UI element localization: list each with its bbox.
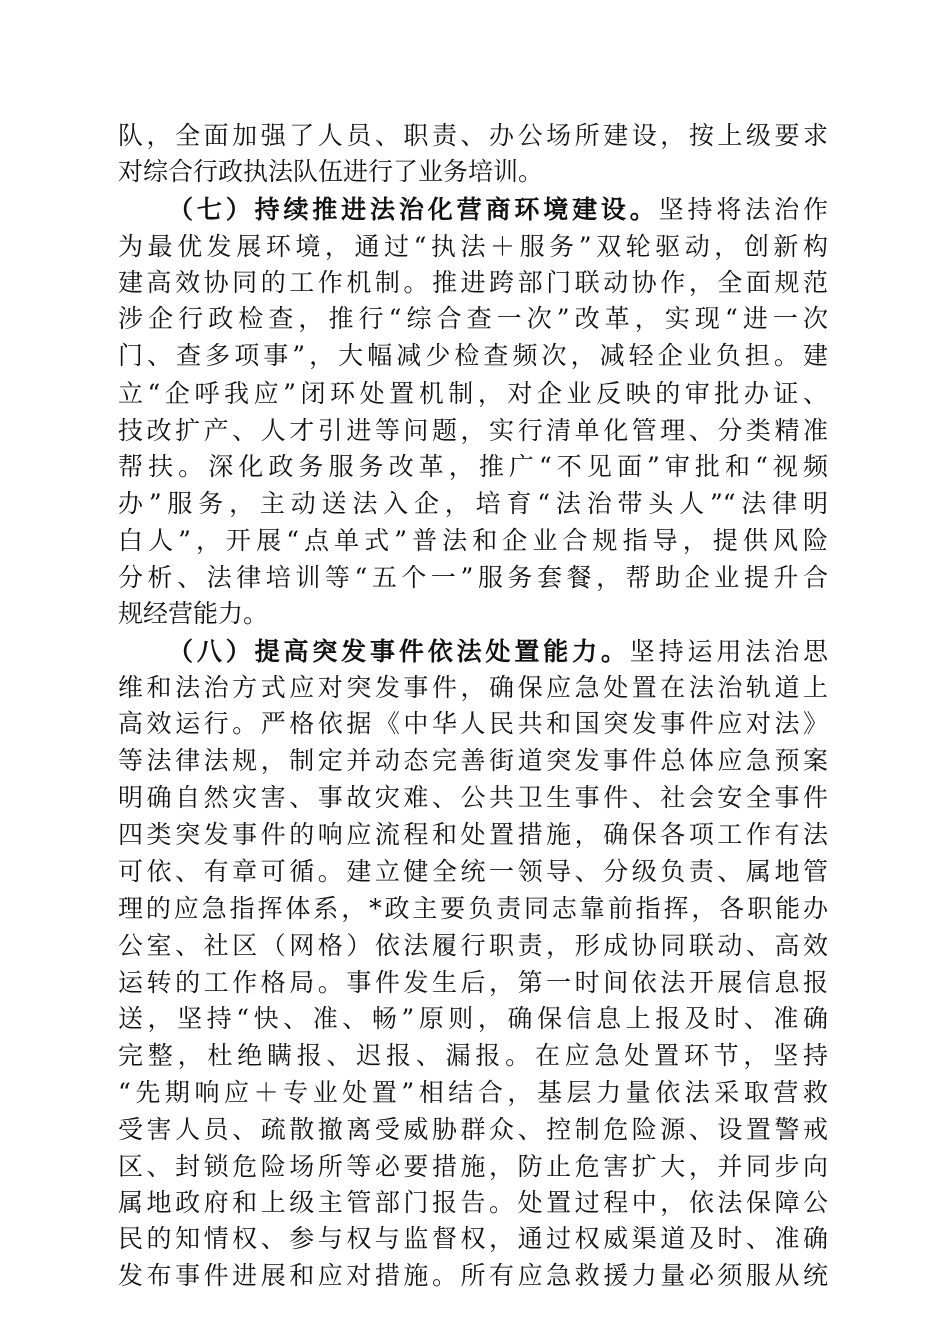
paragraph-2-line-18: 发布事件进展和应对措施。所有应急救援力量必须服从统 <box>118 1261 828 1290</box>
paragraph-1-line-7: 技改扩产、人才引进等问题，实行清单化管理、分类精准 <box>118 416 828 445</box>
paragraph-1-line-10: 白人”，开展“点单式”普法和企业合规指导，提供风险 <box>118 526 828 555</box>
paragraph-1-line-5: 门、查多项事”，大幅减少检查频次，减轻企业负担。建 <box>118 341 828 370</box>
paragraph-2-line-7: 可依、有章可循。建立健全统一领导、分级负责、属地管 <box>118 857 828 886</box>
paragraph-1-line-8: 帮扶。深化政务服务改革，推广“不见面”审批和“视频 <box>118 452 828 481</box>
paragraph-1-line-3: 建高效协同的工作机制。推进跨部门联动协作，全面规范 <box>118 268 828 297</box>
paragraph-1-line-6: 立“企呼我应”闭环处置机制，对企业反映的审批办证、 <box>118 379 828 408</box>
paragraph-2-line-3: 高效运行。严格依据《中华人民共和国突发事件应对法》 <box>118 709 828 738</box>
section-heading-seven: （七）持续推进法治化营商环境建设。 <box>168 195 659 224</box>
paragraph-2-line-5: 明确自然灾害、事故灾难、公共卫生事件、社会安全事件 <box>118 783 828 812</box>
paragraph-2-line-15: 区、封锁危险场所等必要措施，防止危害扩大，并同步向 <box>118 1152 828 1181</box>
paragraph-1-line-12: 规经营能力。 <box>118 599 269 628</box>
paragraph-2-line-8: 理的应急指挥体系，*政主要负责同志靠前指挥，各职能办 <box>118 894 828 923</box>
paragraph-0-line-1: 队，全面加强了人员、职责、办公场所建设，按上级要求 <box>118 121 828 150</box>
paragraph-1-line-4: 涉企行政检查，推行“综合查一次”改革，实现“进一次 <box>118 304 828 333</box>
section-heading-eight: （八）提高突发事件依法处置能力。 <box>168 637 630 666</box>
paragraph-2-line-17: 民的知情权、参与权与监督权，通过权威渠道及时、准确 <box>118 1224 828 1253</box>
paragraph-2-line-9: 公室、社区（网格）依法履行职责，形成协同联动、高效 <box>118 931 828 960</box>
paragraph-2-line-12: 完整，杜绝瞒报、迟报、漏报。在应急处置环节，坚持 <box>118 1041 828 1070</box>
paragraph-2-line-14: 受害人员、疏散撤离受威胁群众、控制危险源、设置警戒 <box>118 1115 828 1144</box>
paragraph-2-line-11: 送，坚持“快、准、畅”原则，确保信息上报及时、准确 <box>118 1004 828 1033</box>
paragraph-2-line-6: 四类突发事件的响应流程和处置措施，确保各项工作有法 <box>118 820 828 849</box>
paragraph-1-text-start: 坚持将法治作 <box>658 195 828 224</box>
paragraph-2-line-2: 维和法治方式应对突发事件，确保应急处置在法治轨道上 <box>118 673 828 702</box>
paragraph-1-line-2: 为最优发展环境，通过“执法＋服务”双轮驱动，创新构 <box>118 232 828 261</box>
paragraph-2-line-4: 等法律法规，制定并动态完善街道突发事件总体应急预案 <box>118 746 828 775</box>
paragraph-2-line-13: “先期响应＋专业处置”相结合，基层力量依法采取营救 <box>118 1078 828 1107</box>
paragraph-2-line-10: 运转的工作格局。事件发生后，第一时间依法开展信息报 <box>118 968 828 997</box>
paragraph-2-text-start: 坚持运用法治思 <box>629 637 828 666</box>
paragraph-0-line-2: 对综合行政执法队伍进行了业务培训。 <box>118 157 544 186</box>
paragraph-2-line-16: 属地政府和上级主管部门报告。处置过程中，依法保障公 <box>118 1188 828 1217</box>
paragraph-1-line-1 <box>168 190 828 230</box>
paragraph-2-line-1 <box>168 632 828 672</box>
paragraph-1-line-11: 分析、法律培训等“五个一”服务套餐，帮助企业提升合 <box>118 563 828 592</box>
paragraph-1-line-9: 办”服务，主动送法入企，培育“法治带头人”“法律明 <box>118 489 828 518</box>
